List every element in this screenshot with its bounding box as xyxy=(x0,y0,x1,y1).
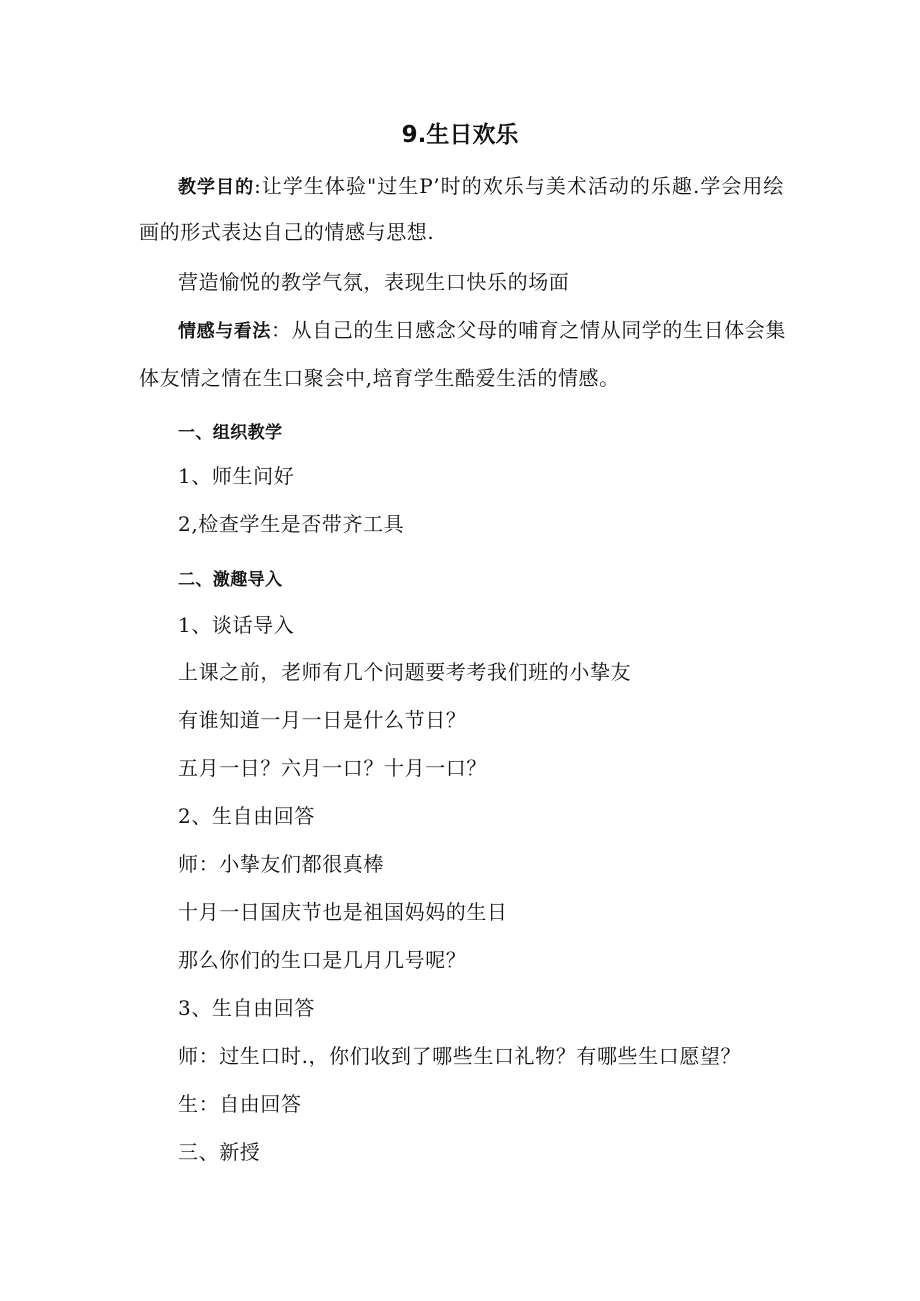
section-heading-intro: 二、激趣导入 xyxy=(178,570,283,590)
section-heading-new-lesson: 三、新授 xyxy=(178,1140,261,1164)
list-item: 有谁知道一月一日是什么节日？ xyxy=(178,708,467,732)
list-item: 2、生自由回答 xyxy=(178,804,315,828)
list-item: 上课之前，老师有几个问题要考考我们班的小挚友 xyxy=(178,660,632,684)
list-item: 1、谈话导入 xyxy=(178,613,295,637)
objective-label: 教学目的 xyxy=(178,177,255,198)
objective-text-2: 画的形式表达自己的情感与思想. xyxy=(139,220,435,244)
list-item: 生：自由回答 xyxy=(178,1092,302,1116)
list-item: 3、生自由回答 xyxy=(178,996,315,1020)
atmosphere-text: 营造愉悦的教学气氛，表现生口快乐的场面 xyxy=(178,270,570,294)
list-item: 2,检查学生是否带齐工具 xyxy=(178,512,405,536)
list-item: 师：过生口时.，你们收到了哪些生口礼物？有哪些生口愿望？ xyxy=(178,1044,742,1068)
list-item: 五月一日？六月一口？十月一口？ xyxy=(178,756,487,780)
list-item: 1、师生问好 xyxy=(178,464,295,488)
document-title: 9.生日欢乐 xyxy=(401,122,519,148)
objective-line-1 xyxy=(178,172,784,202)
emotion-text-1: ：从自己的生日感念父母的哺育之情从同学的生日体会集 xyxy=(271,318,786,342)
list-item: 十月一日国庆节也是祖国妈妈的生日 xyxy=(178,900,508,924)
emotion-label: 情感与看法 xyxy=(178,321,271,342)
emotion-text-2: 体友情之情在生口聚会中,培育学生酷爱生活的情感。 xyxy=(139,366,620,390)
section-heading-organize: 一、组织教学 xyxy=(178,423,283,443)
list-item: 那么你们的生口是几月几号呢？ xyxy=(178,948,467,972)
list-item: 师：小挚友们都很真棒 xyxy=(178,852,384,876)
objective-text-1: :让学生体验"过生P’时的欢乐与美术活动的乐趣.学会用绘 xyxy=(254,174,784,198)
emotion-line-1 xyxy=(178,316,786,346)
